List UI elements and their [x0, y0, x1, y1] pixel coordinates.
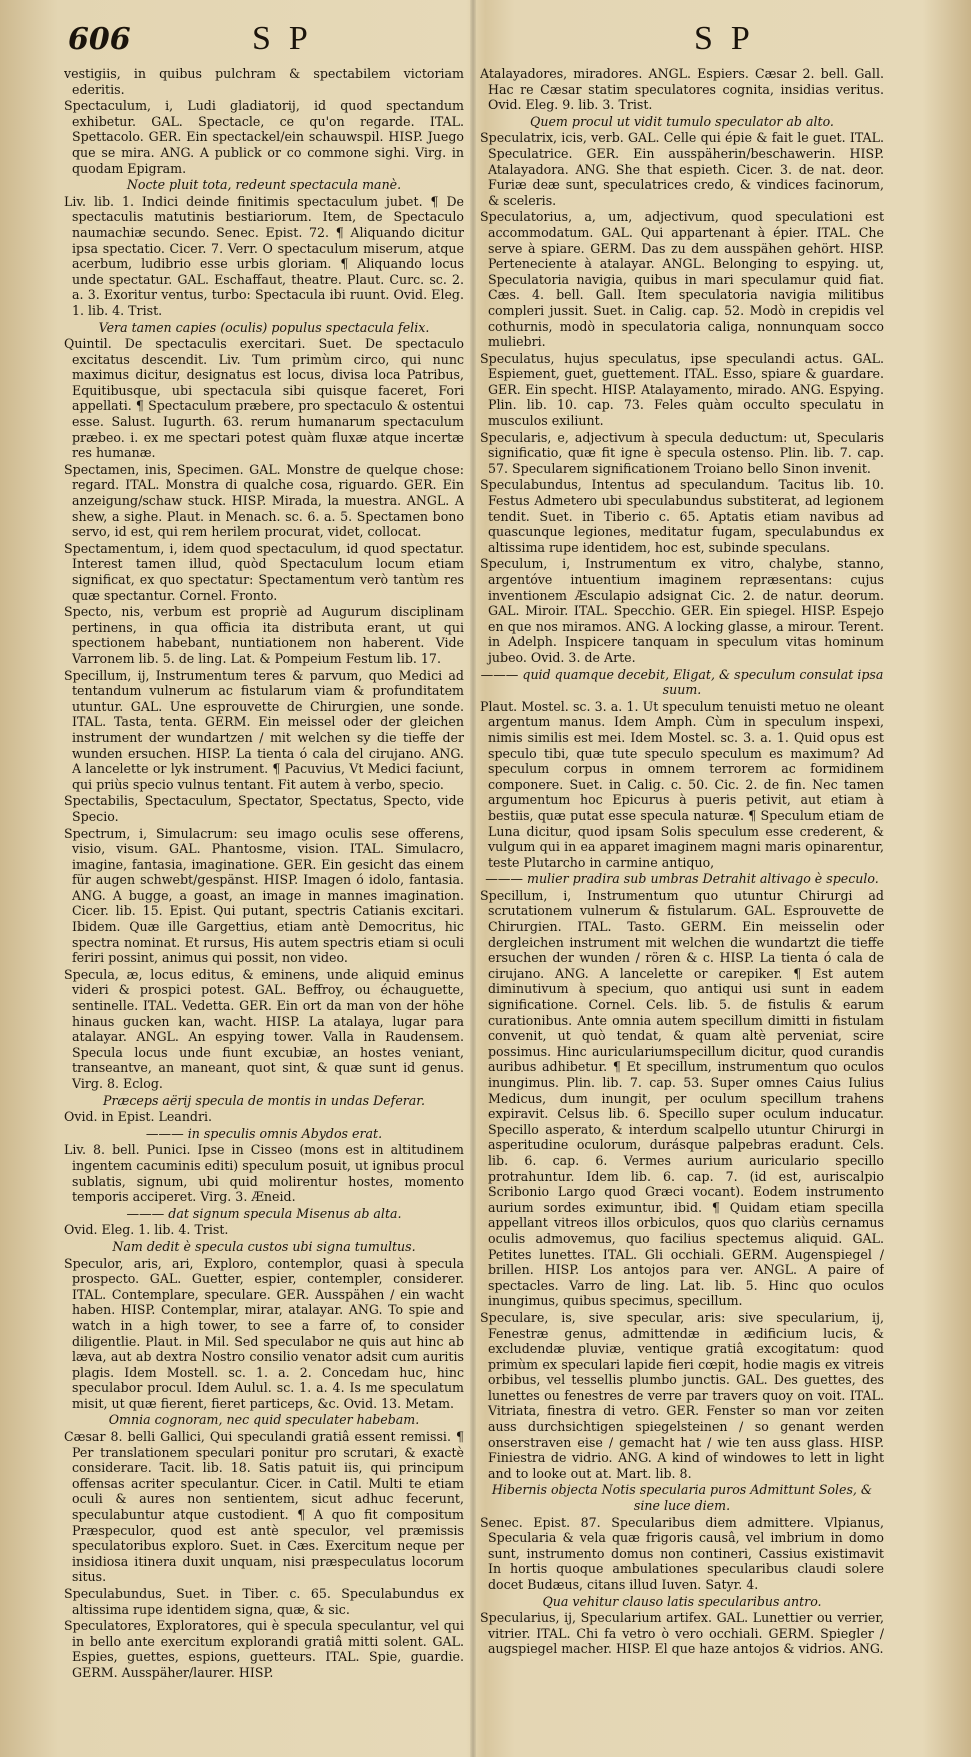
dictionary-entry: Spectamen, inis, Specimen. GAL. Monstre de quelque chose: regard. ITAL. Monstra di qualche cosa, riguardo. GER. Ein anzeigung/schaw stuck. HISP. Mirada, la muestra. ANGL. A shew, a sighe. Plaut. in Menach. sc. 6. a. 5. Spectamen bono servo, id est, qui rem herilem procurat, videt, collocat. — [64, 461, 464, 540]
dictionary-entry: Spectamentum, i, idem quod spectaculum, id quod spectatur. Interest tamen illud, quòd Spectaculum locum etiam significat, ex quo spectatur: Spectamentum verò tantùm res quæ spectantur. Cornel. Fronto. — [64, 540, 464, 603]
verse-citation: ——— mulier pradira sub umbras Detrahit altivago è speculo. — [485, 871, 879, 887]
dictionary-entry: Quintil. De spectaculis exercitari. Suet. De spectaculo excitatus descendit. Liv. Tum primùm circo, qui nunc maximus dicitur, designatus est locus, divisa loca Patribus, Equitibusque, ubi spectacula sibi quisque faceret, Fori appellati. ¶ Spectaculum præbere, pro spectaculo & ostentui esse. Salust. Iugurth. 63. rerum humanarum spectaculum præbeo. i. ex me spectari potest quàm fluxæ atque incertæ res humanæ. — [64, 336, 464, 461]
dictionary-entry: Spectaculum, i, Ludi gladiatorij, id quod spectandum exhibetur. GAL. Spectacle, ce qu'on regarde. ITAL. Spettacolo. GER. Ein spectackel/ein schauwspil. HISP. Juego que se mira. ANG. A publick or co commone sighi. Virg. in quodam Epigram. — [64, 98, 464, 176]
dictionary-entry: Specillum, ij, Instrumentum teres & parvum, quo Medici ad tentandum vulnerum ac fistularum viam & profunditatem utuntur. GAL. Une esprouvette de Chirurgien, une sonde. ITAL. Tasta, tenta. GERM. Ein meissel oder der gleichen instrument der wundartzen / mit welchen sy die tieffe der wunden ersuchen. HISP. La tienta ó cala del cirujano. ANG. A lancelette or lyk instrument. ¶ Pacuvius, Vt Medici faciunt, qui priùs specio vulnus tentant. Fit autem à verbo, specio. — [64, 667, 464, 792]
verse-citation: ——— dat signum specula Misenus ab alta. — [126, 1205, 402, 1221]
dictionary-entry: Senec. Epist. 87. Specularibus diem admittere. Vlpianus, Specularia & vela quæ frigoris causâ, vel imbrium in domo sunt, instrumento domus non contineri, Cassius existimavit In hortis quoque ambulationes specularibus claudi solere docet Budæus, citans illud Iuven. Satyr. 4. — [480, 1514, 884, 1592]
page-number: 606 — [68, 22, 131, 57]
dictionary-entry: Specto, nis, verbum est propriè ad Augurum disciplinam pertinens, in qua officia ita distributa erant, ut qui spectionem habebant, nuntiationem non haberent. Vide Varronem lib. 5. de ling. Lat. & Pompeium Festum lib. 17. — [64, 604, 464, 666]
dictionary-entry: Speculatus, hujus speculatus, ipse speculandi actus. GAL. Espiement, guet, guettement. ITAL. Esso, spiare & guardare. GER. Ein specht. HISP. Atalayamento, mirado. ANG. Espying. Plin. lib. 10. cap. 73. Feles quàm occulto speculatu in musculos exiliunt. — [480, 350, 884, 429]
verse-citation: ——— quid quamque decebit, Eligat, & speculum consulat ipsa suum. — [480, 666, 884, 698]
dictionary-entry: Plaut. Mostel. sc. 3. a. 1. Ut speculum tenuisti metuo ne oleant argentum manus. Idem Amph. Cùm in speculum inspexi, nimis similis est mei. Idem Mostel. sc. 3. a. 1. Quid opus est speculo tibi, quæ tute speculo speculum es maximum? Ad speculum corpus in omnem terrorem ac formidinem componere. Suet. in Calig. c. 50. Cic. 2. de fin. Nec tamen argumentum hoc Epicurus à pueris petivit, aut etiam à bestiis, quæ putat esse specula naturæ. ¶ Speculum etiam de Luna dicitur, quod ipsam Solis speculum esse crederent, & vulgum qui in ea apparet imaginem magni maris opinarentur, teste Plutarcho in carmine antiquo, — [480, 698, 884, 870]
dictionary-entry: Specula, æ, locus editus, & eminens, unde aliquid eminus videri & prospici potest. GAL. Beffroy, ou échauguette, sentinelle. ITAL. Vedetta. GER. Ein ort da man von der höhe hinaus gucken kan, wacht. HISP. La atalaya, lugar para atalayar. ANGL. An espying tower. Valla in Raudensem. Specula locus unde fiunt excubiæ, an hostes veniant, transeantve, an maneant, quot sint, & quæ sunt id genus. Virg. 8. Eclog. — [64, 966, 464, 1091]
dictionary-entry: Spectabilis, Spectaculum, Spectator, Spectatus, Specto, vide Specio. — [64, 793, 464, 824]
verse-citation: Hibernis objecta Notis specularia puros Admittunt Soles, & sine luce diem. — [491, 1482, 873, 1514]
dictionary-entry: Speculabundus, Suet. in Tiber. c. 65. Speculabundus ex altissima rupe identidem signa, quæ, & sic. — [64, 1586, 464, 1617]
dictionary-entry: Liv. 8. bell. Punici. Ipse in Cisseo (mons est in altitudinem ingentem cacuminis editi) speculum posuit, ut ignibus procul sublatis, signum, ubi quid molirentur hostes, momento temporis acciperet. Virg. 3. Æneid. — [64, 1142, 464, 1205]
dictionary-entry: Specillum, i, Instrumentum quo utuntur Chirurgi ad scrutationem vulnerum & fistularum. GAL. Esprouvette de Chirurgien. ITAL. Tasto. GERM. Ein meisselin oder dergleichen instrument mit welchen die wundartzt die tieffe ersuchen der wunden / rören & c. HISP. La tienta ó cala de cirujano. ANG. A lancelette or carepiker. ¶ Est autem diminutivum à specium, quo antiqui usi sunt in eadem significatione. Cornel. Cels. lib. 5. de fistulis & earum curationibus. Ante omnia autem specillum dimitti in fistulam convenit, ut quò tendat, & quam altè perveniat, scire possimus. Hinc auriculariumspecillum dicitur, quod curandis auribus adhibetur. ¶ Et specillum, instrumentum quo oculos inungimus. Plin. lib. 7. cap. 53. Super omnes Caius Iulius Medicus, dum inungit, per oculum specillum trahens expiravit. Celsus lib. 6. Specillo super oculum inducatur. Specillo asperato, & interdum scalpello utuntur Chirurgi in asperitudine oculorum, durásque palpebras eradunt. Cels. lib. 6. cap. 6. Vermes aurium auriculario specillo protrahuntur. Idem lib. 6. cap. 7. (id est, auriscalpio Scribonio Largo quod Græci vocant). Eodem instrumento aurium sordes eximuntur, ibid. ¶ Quidam etiam specilla appellant vitreos illos orbiculos, quos quo clariùs cernamus oculis admovemus, quo facilius spectemus aliquid. GAL. Petites lunettes. ITAL. Gli occhiali. GERM. Augenspiegel / brillen. HISP. Los antojos para ver. ANGL. A paire of spectacles. Varro de ling. Lat. lib. 5. Hinc quo oculos inungimus, quibus specimus, specillum. — [480, 887, 884, 1309]
right-running-head: SP — [694, 20, 768, 57]
dictionary-entry: Liv. lib. 1. Indici deinde finitimis spectaculum jubet. ¶ De spectaculis matutinis bestiariorum. Item, de Spectaculo naumachiæ secundo. Senec. Epist. 72. ¶ Aliquando dicitur ipsa spectatio. Cicer. 7. Verr. O spectaculum miserum, atque acerbum, ludibrio esse urbis gloriam. ¶ Aliquando locus unde spectatur. GAL. Eschaffaut, theatre. Plaut. Curc. sc. 2. a. 3. Exoritur ventus, turbo: Spectacula ibi ruunt. Ovid. Eleg. 1. lib. 4. Trist. — [64, 193, 464, 318]
dictionary-entry: Ovid. Eleg. 1. lib. 4. Trist. — [64, 1222, 229, 1238]
right-column — [480, 66, 884, 1746]
dictionary-entry: Cæsar 8. belli Gallici, Qui speculandi gratiâ essent remissi. ¶ Per translationem speculari ponitur pro scrutari, & exactè considerare. Tacit. lib. 18. Satis patuit iis, qui principum offensas acriter speculantur. Cicer. in Catil. Multi te etiam oculi & aures non sentientem, sicut adhuc fecerunt, speculabuntur atque custodient. ¶ A quo fit compositum Præspeculor, quod est antè speculor, vel præmissis speculatoribus exploro. Suet. in Cæs. Exercitum neque per insidiosa itinera duxit unquam, nisi præspeculatus locorum situs. — [64, 1429, 464, 1585]
dictionary-entry: Speculatrix, icis, verb. GAL. Celle qui épie & fait le guet. ITAL. Speculatrice. GER. Ein ausspäherin/beschawerin. HISP. Atalayadora. ANG. She that espieth. Cicer. 3. de nat. deor. Furiæ deæ sunt, speculatrices credo, & vindices facinorum, & sceleris. — [480, 130, 884, 208]
verse-citation: Nam dedit è specula custos ubi signa tumultus. — [112, 1238, 416, 1254]
dictionary-entry: Speculare, is, sive specular, aris: sive specularium, ij, Fenestræ genus, admittendæ in ædificium lucis, & excludendæ pluviæ, ventique gratiâ excogitatum: quod primùm ex speculari lapide fieri cœpit, hodie magis ex vitreis orbibus, vel tessellis plumbo junctis. GAL. Des guettes, des lunettes ou fenestres de verre par travers quoy on voit. ITAL. Vitriata, finestra di vetro. GER. Fenster so man vor zeiten auss durchsichtigen spiegelsteinen / so genant werden onserstraven eise / gemacht hat / wie ten auss glass. HISP. Finiestra de vidrio. ANG. A kind of windowes to lett in light and to looke out at. Mart. lib. 8. — [480, 1309, 884, 1481]
dictionary-entry: Specularis, e, adjectivum à specula deductum: ut, Specularis significatio, quæ fit igne è specula ostenso. Plin. lib. 7. cap. 57. Specularem significationem Troiano bello Sinon invenit. — [480, 429, 884, 476]
dictionary-entry: Atalayadores, miradores. ANGL. Espiers. Cæsar 2. bell. Gall. Hac re Cæsar statim speculatores cognita, insidias veritus. Ovid. Eleg. 9. lib. 3. Trist. — [480, 66, 884, 113]
verse-citation: Nocte pluit tota, redeunt spectacula manè. — [126, 177, 402, 193]
verse-citation: Omnia cognoram, nec quid speculater habebam. — [108, 1412, 420, 1428]
left-running-head: SP — [252, 20, 326, 57]
dictionary-entry: Speculatorius, a, um, adjectivum, quod speculationi est accommodatum. GAL. Qui appartenant à épier. ITAL. Che serve à spiare. GERM. Das zu dem ausspähen gehört. HISP. Perteneciente à atalayar. ANGL. Belonging to espying. ut, Speculatoria navigia, quibus in mari speculamur quid fiat. Cæs. 4. bell. Gall. Item speculatoria navigia militibus compleri jussit. Suet. in Calig. cap. 52. Modò in crepidis vel cothurnis, modò in speculatoria caliga, nonnunquam socco muliebri. — [480, 209, 884, 350]
verse-citation: Præceps aërij specula de montis in undas Deferar. — [103, 1092, 425, 1108]
dictionary-entry: vestigiis, in quibus pulchram & spectabilem victoriam ederitis. — [64, 66, 464, 97]
dictionary-entry: Specularius, ij, Specularium artifex. GAL. Lunettier ou verrier, vitrier. ITAL. Chi fa vetro ò vero occhiali. GERM. Spiegler / augspiegel macher. HISP. El que haze antojos & vidrios. ANG. — [480, 1610, 884, 1657]
verse-citation: Vera tamen capies (oculis) populus spectacula felix. — [98, 319, 430, 335]
page-gutter — [470, 0, 476, 1757]
verse-citation: ——— in speculis omnis Abydos erat. — [145, 1125, 383, 1141]
verse-citation: Qua vehitur clauso latis specularibus antro. — [542, 1593, 822, 1609]
verse-citation: Quem procul ut vidit tumulo speculator ab alto. — [530, 113, 834, 129]
dictionary-entry: Spectrum, i, Simulacrum: seu imago oculis sese offerens, visio, visum. GAL. Phantosme, vision. ITAL. Simulacro, imagine, fantasia, imaginatione. GER. Ein gesicht das einem für augen schwebt/gespänst. HISP. Imagen ó idolo, fantasia. ANG. A bugge, a goast, an image in mannes imagination. Cicer. lib. 15. Epist. Qui putant, spectris Catianis excitari. Ibidem. Quæ ille Gargettius, etiam antè Democritus, hic spectra nominat. Et rursus, His autem spectris etiam si oculi feriri possint, animus qui possit, non video. — [64, 825, 464, 966]
dictionary-entry: Speculabundus, Intentus ad speculandum. Tacitus lib. 10. Festus Admetero ubi speculabundus substiterat, ad legionem tendit. Suet. in Tiberio c. 65. Aptatis etiam navibus ad quascunque legiones, meditatur fugam, speculabundus ex altissima rupe identidem, hoc est, subinde speculans. — [480, 477, 884, 555]
left-column — [64, 66, 464, 1746]
page-header — [0, 18, 971, 70]
dictionary-entry: Ovid. in Epist. Leandri. — [64, 1109, 213, 1125]
dictionary-entry: Speculor, aris, ari, Exploro, contemplor, quasi à specula prospecto. GAL. Guetter, espier, contempler, considerer. ITAL. Contemplare, speculare. GER. Ausspähen / ein wacht haben. HISP. Contemplar, mirar, atalayar. ANG. To spie and watch in a high tower, to see a farre of, to consider diligentlie. Plaut. in Mil. Sed speculabor ne quis aut hinc ab læva, aut ab dextra Nostro consilio venator adsit cum auritis plagis. Idem Mostell. sc. 1. a. 2. Concedam huc, hinc speculabor procul. Idem Aulul. sc. 1. a. 4. Is me speculatum misit, ut quæ fierent, fieret particeps, &c. Ovid. 13. Metam. — [64, 1255, 464, 1411]
dictionary-entry: Speculatores, Exploratores, qui è specula speculantur, vel qui in bello ante exercitum explorandi gratiâ mitti solent. GAL. Espies, guettes, espions, guetteurs. ITAL. Spie, guardie. GERM. Ausspäher/laurer. HISP. — [64, 1618, 464, 1680]
dictionary-entry: Speculum, i, Instrumentum ex vitro, chalybe, stanno, argentóve intuentium imaginem repræsentans: cujus inventionem Æsculapio adsignat Cic. 2. de natur. deorum. GAL. Miroir. ITAL. Specchio. GER. Ein spiegel. HISP. Espejo en que nos miramos. ANG. A locking glasse, a mirour. Terent. in Adelph. Inspicere tanquam in speculum vitas hominum jubeo. Ovid. 3. de Arte. — [480, 556, 884, 665]
